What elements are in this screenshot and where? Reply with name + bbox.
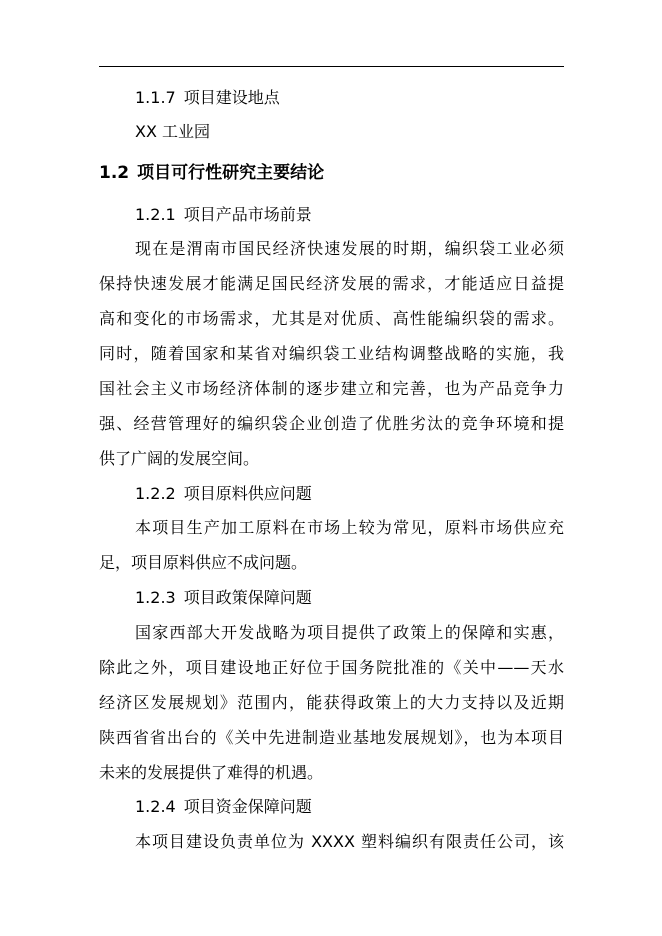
section-number: 1.2.2 — [135, 484, 176, 503]
paragraph-line: 国社会主义市场经济体制的逐步建立和完善，也为产品竞争力 — [99, 379, 564, 398]
paragraph-line: 国家西部大开发战略为项目提供了政策上的保障和实惠， — [135, 623, 564, 642]
section-1-2-3-heading — [135, 588, 312, 608]
paragraph-line: 强、经营管理好的编织袋企业创造了优胜劣汰的竞争环境和提 — [99, 414, 564, 433]
paragraph-line: 同时，随着国家和某省对编织袋工业结构调整战略的实施，我 — [99, 344, 564, 363]
header-rule — [99, 66, 564, 67]
section-title: 项目政策保障问题 — [183, 588, 312, 607]
section-title: 项目可行性研究主要结论 — [137, 163, 325, 183]
paragraph-line: 供了广阔的发展空间。 — [99, 449, 260, 468]
paragraph-line: 除此之外，项目建设地正好位于国务院批准的《关中——天水 — [99, 658, 564, 677]
paragraph-line: 高和变化的市场需求，尤其是对优质、高性能编织袋的需求。 — [99, 309, 564, 328]
section-number: 1.2.4 — [135, 797, 176, 816]
section-1-2-1-heading — [135, 205, 312, 225]
section-number: 1.2.1 — [135, 205, 176, 224]
section-1-1-7-heading — [135, 88, 280, 108]
section-title: 项目产品市场前景 — [183, 205, 312, 224]
section-title: 项目建设地点 — [183, 88, 280, 107]
paragraph-line: 本项目建设负责单位为 XXXX 塑料编织有限责任公司，该 — [135, 832, 564, 851]
section-title: 项目原料供应问题 — [183, 484, 312, 503]
paragraph-line: 现在是渭南市国民经济快速发展的时期，编织袋工业必须 — [135, 239, 564, 258]
paragraph-line: 经济区发展规划》范围内，能获得政策上的大力支持以及近期 — [99, 693, 564, 712]
paragraph-line: 未来的发展提供了难得的机遇。 — [99, 763, 324, 782]
section-title: 项目资金保障问题 — [183, 797, 312, 816]
paragraph-line: 保持快速发展才能满足国民经济发展的需求，才能适应日益提 — [99, 274, 564, 293]
paragraph-line: 陕西省省出台的《关中先进制造业基地发展规划》，也为本项目 — [99, 728, 564, 747]
section-1-2-heading — [99, 163, 324, 183]
section-number: 1.2.3 — [135, 588, 176, 607]
section-number: 1.2 — [99, 163, 130, 183]
section-1-2-4-heading — [135, 797, 312, 817]
section-1-2-2-heading — [135, 484, 312, 504]
paragraph-line: 本项目生产加工原料在市场上较为常见，原料市场供应充 — [135, 518, 564, 537]
location-text: XX 工业园 — [135, 122, 211, 141]
paragraph-line: 足，项目原料供应不成问题。 — [99, 553, 308, 572]
section-number: 1.1.7 — [135, 88, 176, 107]
